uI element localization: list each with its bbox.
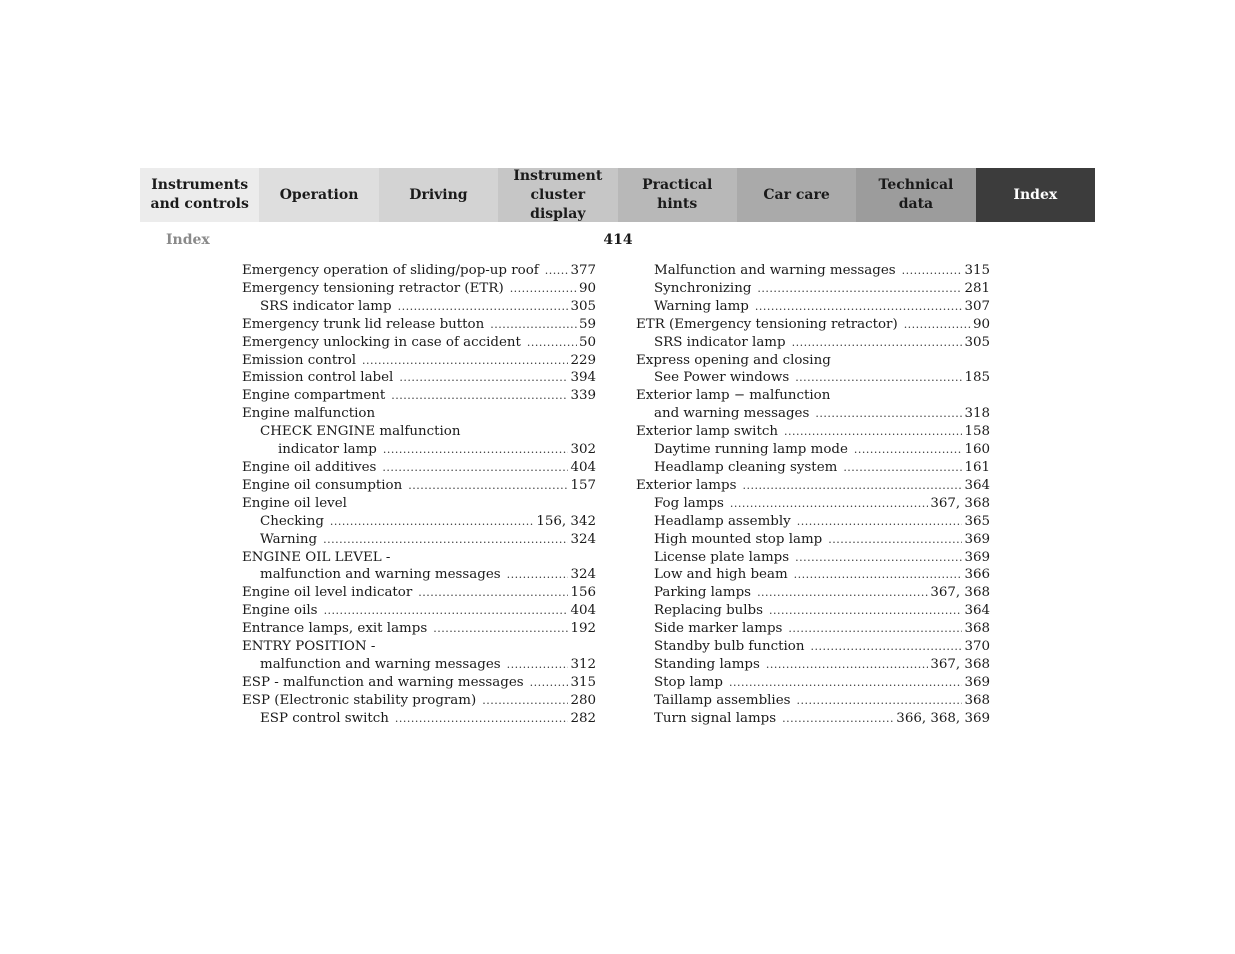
index-term: Engine oils <box>242 603 318 619</box>
index-term: ESP - malfunction and warning messages <box>242 674 524 690</box>
index-term: malfunction and warning messages <box>260 656 501 672</box>
index-term: License plate lamps <box>654 549 790 565</box>
dot-leader <box>383 441 569 459</box>
dot-leader <box>510 280 577 298</box>
page-reference[interactable]: 404 <box>570 459 596 475</box>
index-entry <box>242 602 596 620</box>
index-entry <box>242 316 596 334</box>
index-term: Express opening and closing <box>636 352 831 368</box>
index-term: Emergency tensioning retractor (ETR) <box>242 280 504 296</box>
tab-label-line1: Instruments <box>151 177 249 193</box>
index-entry <box>636 298 990 316</box>
index-term: Emergency operation of sliding/pop-up roof <box>242 263 539 278</box>
tab-practical-hints[interactable] <box>618 168 737 222</box>
index-term: Exterior lamp switch <box>636 424 778 440</box>
page-reference[interactable]: 315 <box>570 674 596 690</box>
index-entry <box>242 656 596 674</box>
index-term: Warning <box>260 531 318 547</box>
dot-leader <box>507 566 569 584</box>
dot-leader <box>729 674 962 692</box>
chapter-tabs <box>140 168 1095 222</box>
index-term: See Power windows <box>654 370 790 386</box>
index-entry <box>636 316 990 334</box>
dot-leader <box>792 334 963 352</box>
tab-instrument-cluster-display[interactable] <box>498 168 617 222</box>
index-term: malfunction and warning messages <box>260 567 501 583</box>
dot-leader <box>843 459 962 477</box>
dot-leader <box>828 531 962 549</box>
index-entry <box>242 620 596 638</box>
tab-index[interactable] <box>976 168 1095 222</box>
page-reference[interactable]: 282 <box>570 710 596 726</box>
index-entry <box>242 262 596 280</box>
page-reference[interactable]: 394 <box>570 370 596 386</box>
dot-leader <box>408 477 568 495</box>
dot-leader <box>399 369 568 387</box>
index-term: Synchronizing <box>654 280 752 296</box>
index-entry <box>242 441 596 459</box>
index-term: Side marker lamps <box>654 621 783 637</box>
page-reference[interactable]: 305 <box>964 334 990 350</box>
index-term: Warning lamp <box>654 298 749 314</box>
page-reference[interactable]: 192 <box>570 621 596 637</box>
index-entry <box>636 459 990 477</box>
page-reference[interactable]: 369 <box>964 674 990 690</box>
dot-leader <box>788 620 962 638</box>
page-reference[interactable]: 157 <box>570 477 596 493</box>
page-reference[interactable]: 368 <box>964 621 990 637</box>
index-entry <box>242 692 596 710</box>
index-entry <box>242 674 596 692</box>
index-entry <box>242 710 596 728</box>
index-term: SRS indicator lamp <box>654 334 786 350</box>
dot-leader <box>784 423 962 441</box>
page-reference[interactable]: 367, 368 <box>930 495 990 511</box>
index-term: Engine compartment <box>242 388 386 404</box>
dot-leader <box>757 584 928 602</box>
index-entry <box>636 352 990 370</box>
index-entry <box>242 352 596 370</box>
index-term: Parking lamps <box>654 585 752 601</box>
dot-leader <box>769 602 962 620</box>
page-reference[interactable]: 90 <box>578 280 596 296</box>
dot-leader <box>490 316 577 334</box>
index-entry <box>242 459 596 477</box>
index-entry <box>636 405 990 423</box>
page-reference[interactable]: 366 <box>964 567 990 583</box>
index-entry <box>636 441 990 459</box>
page-reference[interactable]: 369 <box>964 549 990 565</box>
tab-label-line2: cluster display <box>530 186 586 222</box>
dot-leader <box>782 710 894 728</box>
index-term: Engine oil level <box>242 495 347 511</box>
index-term: Standing lamps <box>654 656 760 672</box>
page-reference[interactable]: 307 <box>964 298 990 314</box>
page-reference[interactable]: 370 <box>964 639 990 655</box>
dot-leader <box>904 316 971 334</box>
page-reference[interactable]: 305 <box>570 298 596 314</box>
index-entry <box>242 638 596 656</box>
tab-label-line1: Index <box>1013 186 1058 203</box>
index-entry <box>242 298 596 316</box>
index-term: Engine oil consumption <box>242 477 403 493</box>
page-number: 414 <box>603 232 633 248</box>
index-entry <box>636 423 990 441</box>
index-entry <box>242 477 596 495</box>
index-entry <box>636 674 990 692</box>
tab-driving[interactable] <box>379 168 498 222</box>
dot-leader <box>482 692 568 710</box>
page-reference[interactable]: 59 <box>578 316 596 332</box>
index-term: ETR (Emergency tensioning retractor) <box>636 316 898 332</box>
index-term: Daytime running lamp mode <box>654 442 848 458</box>
index-term: Standby bulb function <box>654 639 805 655</box>
index-term: Emission control <box>242 352 357 368</box>
index-term: Entrance lamps, exit lamps <box>242 621 428 637</box>
index-entry <box>242 423 596 441</box>
index-entry <box>242 566 596 584</box>
page-reference[interactable]: 364 <box>964 477 990 493</box>
index-entry <box>242 369 596 387</box>
index-entry <box>636 602 990 620</box>
tab-operation[interactable] <box>259 168 378 222</box>
tab-label-line1: Practical hints <box>642 177 713 212</box>
page-reference[interactable]: 280 <box>570 692 596 708</box>
index-entry <box>242 584 596 602</box>
index-entry <box>636 280 990 298</box>
page-reference[interactable]: 368 <box>964 692 990 708</box>
page-reference[interactable]: 229 <box>570 352 596 368</box>
page-reference[interactable]: 365 <box>964 513 990 529</box>
index-term: Emergency trunk lid release button <box>242 316 485 332</box>
index-entry <box>242 495 596 513</box>
index-entry <box>242 334 596 352</box>
dot-leader <box>362 352 568 370</box>
page-reference[interactable]: 156 <box>570 585 596 601</box>
index-entry <box>636 620 990 638</box>
tab-instruments-and-controls[interactable] <box>140 168 259 222</box>
index-term: Exterior lamp − malfunction <box>636 388 831 404</box>
index-entry <box>636 656 990 674</box>
index-entry <box>636 710 990 728</box>
page-reference[interactable]: 302 <box>570 442 596 458</box>
page-reference[interactable]: 377 <box>570 263 596 278</box>
index-entry <box>242 387 596 405</box>
page-reference[interactable]: 312 <box>570 656 596 672</box>
tab-car-care[interactable] <box>737 168 856 222</box>
page-reference[interactable]: 404 <box>570 603 596 619</box>
dot-leader <box>433 620 568 638</box>
page-reference[interactable]: 324 <box>570 531 596 547</box>
index-term: Headlamp cleaning system <box>654 459 838 475</box>
index-term: CHECK ENGINE malfunction <box>260 424 461 440</box>
index-entry <box>242 405 596 423</box>
dot-leader <box>330 513 534 531</box>
dot-leader <box>398 298 569 316</box>
dot-leader <box>323 531 568 549</box>
page-reference[interactable]: 367, 368 <box>930 656 990 672</box>
dot-leader <box>795 549 962 567</box>
page-reference[interactable]: 160 <box>964 442 990 458</box>
index-term: Replacing bulbs <box>654 603 764 619</box>
tab-label-line2: and controls <box>150 196 249 212</box>
index-entry <box>636 513 990 531</box>
page-reference[interactable]: 156, 342 <box>536 513 596 529</box>
index-term: Headlamp assembly <box>654 513 791 529</box>
dot-leader <box>730 495 929 513</box>
page-reference[interactable]: 318 <box>964 406 990 422</box>
page-reference[interactable]: 315 <box>964 263 990 278</box>
dot-leader <box>418 584 568 602</box>
dot-leader <box>755 298 963 316</box>
dot-leader <box>797 513 963 531</box>
index-entry <box>636 334 990 352</box>
index-entry <box>636 262 990 280</box>
index-term: Checking <box>260 513 324 529</box>
dot-leader <box>395 710 569 728</box>
index-term: ENGINE OIL LEVEL - <box>242 549 391 565</box>
section-label: Index <box>166 232 210 248</box>
index-term: SRS indicator lamp <box>260 298 392 314</box>
index-entry <box>242 513 596 531</box>
tab-label-line2: data <box>898 196 934 212</box>
dot-leader <box>545 262 569 280</box>
index-term: Engine oil level indicator <box>242 585 413 601</box>
index-term: High mounted stop lamp <box>654 531 823 547</box>
page-reference[interactable]: 324 <box>570 567 596 583</box>
index-term: Malfunction and warning messages <box>654 263 896 278</box>
index-term: Engine malfunction <box>242 406 376 422</box>
index-term: ESP (Electronic stability program) <box>242 692 477 708</box>
index-entry <box>636 638 990 656</box>
index-entry <box>636 566 990 584</box>
index-term: Fog lamps <box>654 495 724 511</box>
page-reference[interactable]: 161 <box>964 459 990 475</box>
index-term: Emission control label <box>242 370 394 386</box>
index-term: Stop lamp <box>654 674 723 690</box>
dot-leader <box>811 638 963 656</box>
page-reference[interactable]: 366, 368, 369 <box>896 710 990 726</box>
index-column-left <box>242 262 596 728</box>
index-term: ENTRY POSITION - <box>242 639 376 655</box>
index-entry <box>636 531 990 549</box>
dot-leader <box>391 387 568 405</box>
index-term: Low and high beam <box>654 567 788 583</box>
index-entry <box>636 369 990 387</box>
index-entry <box>242 280 596 298</box>
dot-leader <box>854 441 963 459</box>
index-term: Emergency unlocking in case of accident <box>242 334 521 350</box>
index-entry <box>636 549 990 567</box>
dot-leader <box>382 459 568 477</box>
page-reference[interactable]: 339 <box>570 388 596 404</box>
dot-leader <box>795 369 962 387</box>
dot-leader <box>742 477 962 495</box>
tab-technical-data[interactable] <box>856 168 975 222</box>
index-entry <box>636 387 990 405</box>
dot-leader <box>794 566 963 584</box>
dot-leader <box>530 674 569 692</box>
index-entry <box>242 549 596 567</box>
tab-label-line1: Car care <box>763 186 830 203</box>
dot-leader <box>797 692 963 710</box>
index-term: and warning messages <box>654 406 810 422</box>
page-reference[interactable]: 50 <box>578 334 596 350</box>
page-reference[interactable]: 364 <box>964 603 990 619</box>
index-term: Engine oil additives <box>242 459 377 475</box>
dot-leader <box>766 656 928 674</box>
dot-leader <box>507 656 569 674</box>
tab-label-line1: Instrument <box>513 167 603 184</box>
index-column-right <box>636 262 990 728</box>
index-entry <box>636 495 990 513</box>
page-reference[interactable]: 90 <box>972 316 990 332</box>
dot-leader <box>324 602 569 620</box>
dot-leader <box>815 405 962 423</box>
dot-leader <box>757 280 962 298</box>
dot-leader <box>902 262 963 280</box>
index-entry <box>636 692 990 710</box>
tab-label-line1: Driving <box>409 186 468 203</box>
index-term: Exterior lamps <box>636 477 737 493</box>
index-term: ESP control switch <box>260 710 389 726</box>
index-entry <box>242 531 596 549</box>
index-term: indicator lamp <box>278 442 377 458</box>
page-reference[interactable]: 281 <box>964 280 990 296</box>
page-reference[interactable]: 367, 368 <box>930 585 990 601</box>
index-entry <box>636 584 990 602</box>
dot-leader <box>527 334 577 352</box>
page-reference[interactable]: 185 <box>964 370 990 386</box>
index-entry <box>636 477 990 495</box>
index-term: Turn signal lamps <box>654 710 777 726</box>
tab-label-line1: Technical <box>878 177 954 193</box>
tab-label-line1: Operation <box>279 186 359 203</box>
index-term: Taillamp assemblies <box>654 692 791 708</box>
page-reference[interactable]: 369 <box>964 531 990 547</box>
page-reference[interactable]: 158 <box>964 424 990 440</box>
